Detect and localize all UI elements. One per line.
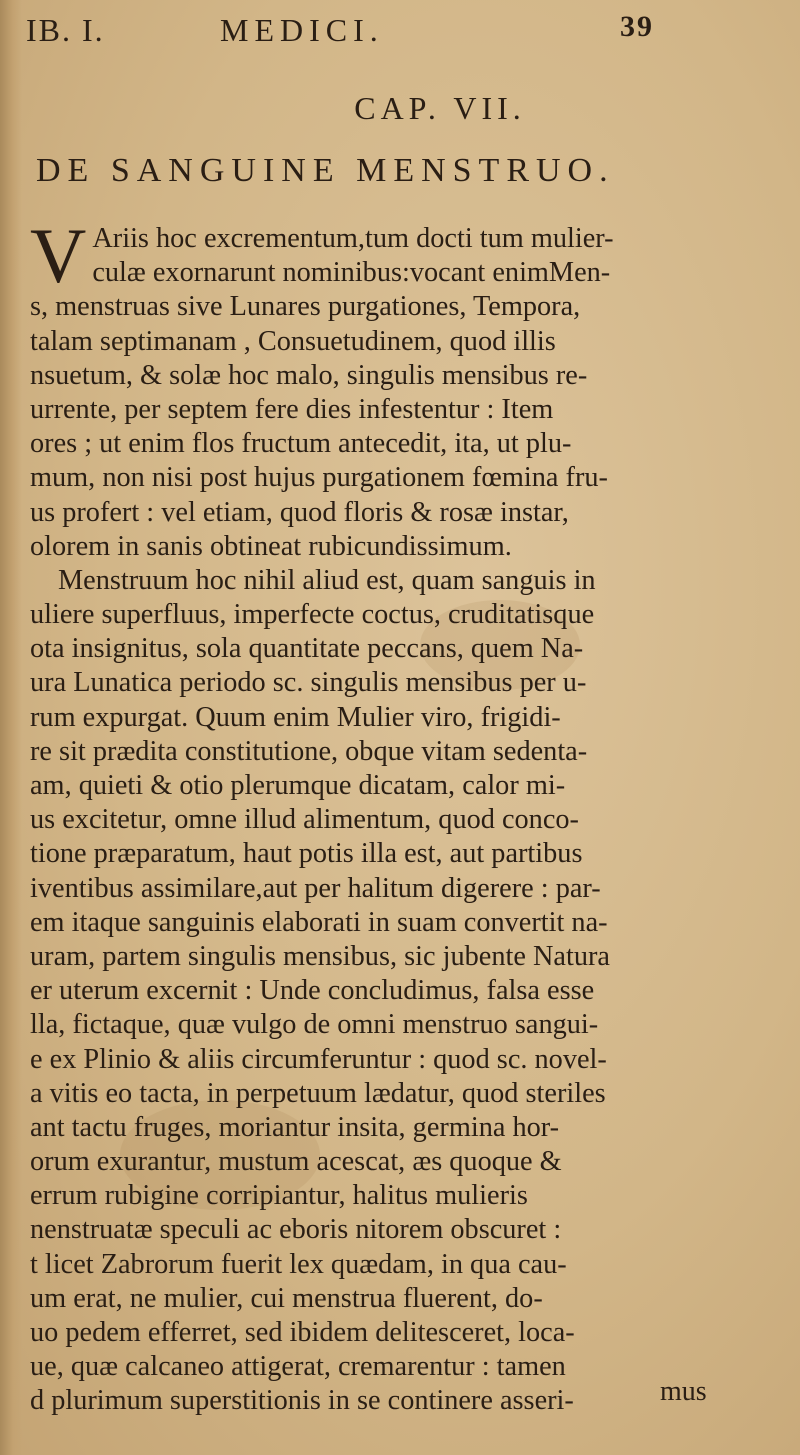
drop-cap: V — [30, 212, 87, 299]
text-line: nenstruatæ speculi ac eboris nitorem obscuret : — [30, 1214, 562, 1246]
text-line: ant tactu fruges, moriantur insita, germina hor- — [30, 1111, 560, 1143]
header-book-number: IB. I. — [26, 12, 105, 48]
text-line: olorem in sanis obtineat rubicundissimum. — [30, 530, 512, 562]
text-line: lla, fictaque, quæ vulgo de omni menstruo sangui- — [30, 1009, 599, 1041]
text-line: uliere superfluus, imperfecte coctus, cruditatisque — [30, 599, 595, 631]
text-line: iventibus assimilare,aut per halitum digerere : par- — [30, 872, 601, 904]
text-line: rum expurgat. Quum enim Mulier viro, frigidi- — [30, 701, 561, 733]
text-line: ores ; ut enim flos fructum antecedit, ita, ut plu- — [30, 428, 572, 460]
text-line: uo pedem efferret, sed ibidem delitesceret, loca- — [30, 1317, 575, 1348]
text-line: tione præparatum, haut potis illa est, aut partibus — [30, 838, 583, 870]
text-line: orum exurantur, mustum acescat, æs quoque & — [30, 1146, 562, 1178]
text-line: ura Lunatica periodo sc. singulis mensibus per u- — [30, 667, 587, 699]
text-line: Ariis hoc excrementum,tum docti tum mulier- — [92, 223, 614, 254]
chapter-heading: CAP. VII. — [354, 90, 526, 126]
text-line: t licet Zabrorum fuerit lex quædam, in qua cau- — [30, 1248, 567, 1280]
text-line: e ex Plinio & aliis circumferuntur : quod sc. novel- — [30, 1043, 607, 1075]
text-line: mum, non nisi post hujus purgationem fœmina fru- — [30, 462, 608, 494]
text-line: a vitis eo tacta, in perpetuum lædatur, quod steriles — [30, 1077, 606, 1109]
text-line: culæ exornarunt nominibus:vocant enimMen- — [92, 257, 611, 289]
text-line: um erat, ne mulier, cui menstrua fluerent, do- — [30, 1282, 543, 1314]
text-line: talam septimanam , Consuetudinem, quod illis — [30, 325, 556, 357]
text-line: uram, partem singulis mensibus, sic jubente Natura — [30, 940, 610, 972]
text-line: errum rubigine corripiantur, halitus mulieris — [30, 1180, 528, 1212]
text-line: us profert : vel etiam, quod floris & rosæ instar, — [30, 496, 569, 528]
text-line: am, quieti & otio plerumque dicatam, calor mi- — [30, 770, 566, 801]
text-line: urrente, per septem fere dies infestentur : Item — [30, 393, 554, 425]
text-line: s, menstruas sive Lunares purgationes, Tempora, — [30, 291, 581, 323]
running-header — [22, 8, 782, 52]
text-line: ue, quæ calcaneo attigerat, cremarentur : tamen — [30, 1351, 566, 1383]
text-line: ota insignitus, sola quantitate peccans, quem Na- — [30, 633, 584, 665]
text-line: nsuetum, & solæ hoc malo, singulis mensibus re- — [30, 359, 588, 391]
text-line: Menstruum hoc nihil aliud est, quam sanguis in — [58, 564, 596, 596]
text-line: us excitetur, omne illud alimentum, quod conco- — [30, 804, 579, 836]
header-title: MEDICI. — [220, 12, 384, 48]
chapter-title: DE SANGUINE MENSTRUO. — [36, 152, 615, 189]
text-line: re sit prædita constitutione, obque vitam sedenta- — [30, 735, 588, 767]
catchword: mus — [660, 1376, 707, 1407]
text-line: em itaque sanguinis elaborati in suam convertit na- — [30, 906, 608, 938]
body-text — [30, 212, 778, 1419]
text-line: d plurimum superstitionis in se continere asseri- — [30, 1385, 574, 1417]
text-line: er uterum excernit : Unde concludimus, falsa esse — [30, 975, 595, 1007]
page-gutter — [0, 0, 22, 1455]
page-number: 39 — [620, 10, 654, 43]
